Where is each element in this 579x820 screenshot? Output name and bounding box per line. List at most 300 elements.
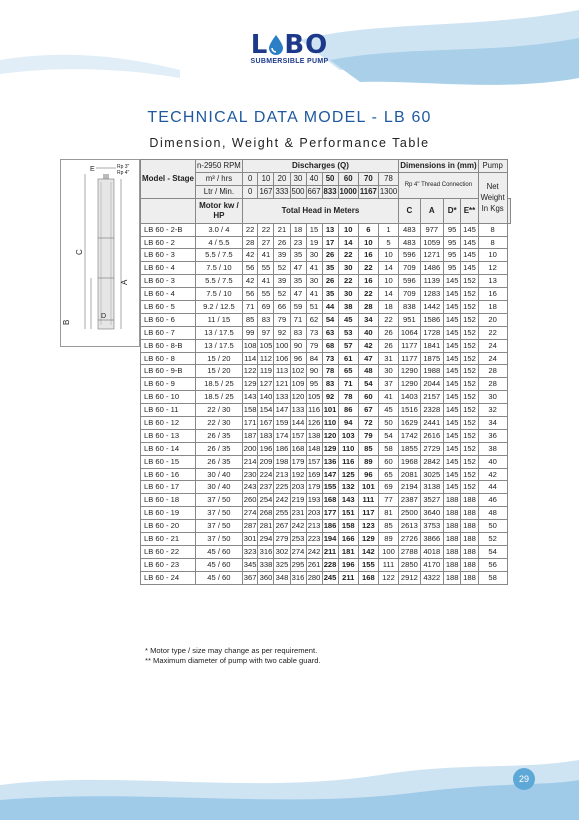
m3-col-6: 60 — [338, 172, 358, 185]
table-cell: 2157 — [420, 391, 443, 404]
table-cell: 47 — [290, 262, 306, 275]
table-row — [141, 417, 511, 430]
table-cell: 95 — [306, 378, 322, 391]
header-dim-c: C — [399, 198, 420, 223]
diagram-label-e: E — [90, 166, 95, 173]
model-stage-cell: LB 60 - 17 — [141, 481, 196, 494]
table-cell: 8 — [478, 223, 507, 236]
table-cell: 111 — [358, 494, 378, 507]
table-cell: 15 — [306, 223, 322, 236]
table-cell: 22 — [358, 288, 378, 301]
model-stage-cell: LB 60 - 19 — [141, 507, 196, 520]
table-cell: 133 — [290, 404, 306, 417]
table-cell: 145 — [444, 378, 461, 391]
table-cell: 45 — [378, 404, 398, 417]
table-cell: 188 — [444, 533, 461, 546]
table-cell: 188 — [461, 520, 478, 533]
model-stage-cell: LB 60 - 21 — [141, 533, 196, 546]
table-cell: 30 — [338, 262, 358, 275]
table-cell: 1403 — [399, 391, 420, 404]
table-cell: 142 — [358, 545, 378, 558]
table-cell: 68 — [322, 339, 338, 352]
header-m3hr: m³ / hrs — [196, 172, 243, 185]
table-cell: 71 — [290, 313, 306, 326]
table-row — [141, 520, 511, 533]
table-cell: 145 — [444, 326, 461, 339]
table-cell: 102 — [290, 365, 306, 378]
table-cell: 30 / 40 — [196, 481, 243, 494]
table-cell: 35 — [322, 262, 338, 275]
table-cell: 338 — [258, 558, 274, 571]
table-cell: 596 — [399, 275, 420, 288]
model-stage-cell: LB 60 - 22 — [141, 545, 196, 558]
table-cell: 69 — [258, 301, 274, 314]
table-cell: 260 — [242, 494, 258, 507]
page-title: TECHNICAL DATA MODEL - LB 60 — [147, 109, 432, 126]
table-cell: 1 — [378, 223, 398, 236]
table-cell: 77 — [378, 494, 398, 507]
table-cell: 116 — [338, 455, 358, 468]
table-cell: 183 — [258, 429, 274, 442]
table-cell: 1271 — [420, 249, 443, 262]
table-cell: 44 — [322, 301, 338, 314]
table-cell: 242 — [306, 545, 322, 558]
table-cell: 179 — [306, 481, 322, 494]
table-cell: 19 — [306, 236, 322, 249]
table-cell: 152 — [461, 339, 478, 352]
table-cell: 213 — [306, 520, 322, 533]
table-cell: 95 — [444, 262, 461, 275]
table-cell: 63 — [322, 326, 338, 339]
table-cell: 237 — [258, 481, 274, 494]
table-cell: 188 — [444, 520, 461, 533]
table-cell: 24 — [478, 339, 507, 352]
table-cell: 838 — [399, 301, 420, 314]
table-cell: 22 / 30 — [196, 417, 243, 430]
model-stage-cell: LB 60 - 11 — [141, 404, 196, 417]
table-row — [141, 429, 511, 442]
table-cell: 66 — [274, 301, 290, 314]
diagram-label-rp3: Rp 3" — [117, 164, 130, 170]
table-cell: 1988 — [420, 365, 443, 378]
table-cell: 85 — [242, 313, 258, 326]
table-cell: 26 / 35 — [196, 429, 243, 442]
table-cell: 22 — [338, 249, 358, 262]
table-cell: 1283 — [420, 288, 443, 301]
table-cell: 37 / 50 — [196, 507, 243, 520]
m3-col-0: 0 — [242, 172, 258, 185]
table-cell: 10 — [378, 275, 398, 288]
diagram-label-a: A — [120, 279, 129, 285]
table-cell: 58 — [478, 571, 507, 584]
table-cell: 13 — [478, 275, 507, 288]
table-cell: 3.0 / 4 — [196, 223, 243, 236]
table-cell: 10 — [338, 223, 358, 236]
table-cell: 108 — [242, 339, 258, 352]
table-cell: 228 — [322, 558, 338, 571]
table-cell: 60 — [358, 391, 378, 404]
table-cell: 4170 — [420, 558, 443, 571]
table-cell: 596 — [399, 249, 420, 262]
table-cell: 145 — [461, 223, 478, 236]
table-cell: 103 — [338, 429, 358, 442]
table-cell: 129 — [358, 533, 378, 546]
table-row — [141, 313, 511, 326]
table-cell: 65 — [378, 468, 398, 481]
table-cell: 105 — [258, 339, 274, 352]
table-cell: 24 — [478, 352, 507, 365]
model-stage-cell: LB 60 - 9 — [141, 378, 196, 391]
header-dim-d: D* — [444, 198, 461, 223]
table-row — [141, 507, 511, 520]
table-cell: 709 — [399, 288, 420, 301]
table-cell: 16 — [478, 288, 507, 301]
table-cell: 152 — [461, 326, 478, 339]
table-cell: 7.5 / 10 — [196, 262, 243, 275]
table-cell: 145 — [461, 236, 478, 249]
table-cell: 209 — [258, 455, 274, 468]
footnotes — [145, 646, 321, 666]
table-cell: 158 — [242, 404, 258, 417]
table-cell: 2616 — [420, 429, 443, 442]
table-cell: 13 / 17.5 — [196, 339, 243, 352]
table-cell: 2441 — [420, 417, 443, 430]
table-cell: 112 — [258, 352, 274, 365]
table-cell: 84 — [306, 352, 322, 365]
table-body — [141, 223, 511, 584]
table-row — [141, 442, 511, 455]
table-cell: 41 — [306, 288, 322, 301]
table-cell: 1629 — [399, 417, 420, 430]
m3-col-5: 50 — [322, 172, 338, 185]
table-cell: 154 — [258, 404, 274, 417]
m3-col-1: 10 — [258, 172, 274, 185]
model-stage-cell: LB 60 - 8 — [141, 352, 196, 365]
table-cell: 157 — [290, 429, 306, 442]
table-cell: 152 — [461, 378, 478, 391]
table-cell: 136 — [322, 455, 338, 468]
table-cell: 89 — [378, 533, 398, 546]
table-cell: 37 / 50 — [196, 520, 243, 533]
table-cell: 16 — [358, 275, 378, 288]
diagram-label-b: B — [62, 319, 71, 325]
table-cell: 1968 — [399, 455, 420, 468]
table-cell: 345 — [242, 558, 258, 571]
table-cell: 211 — [338, 571, 358, 584]
table-cell: 255 — [274, 507, 290, 520]
table-cell: 152 — [461, 352, 478, 365]
table-cell: 145 — [444, 468, 461, 481]
table-cell: 188 — [444, 571, 461, 584]
table-cell: 28 — [478, 365, 507, 378]
table-cell: 55 — [258, 262, 274, 275]
table-cell: 34 — [478, 417, 507, 430]
table-cell: 267 — [274, 520, 290, 533]
table-cell: 213 — [274, 468, 290, 481]
table-cell: 57 — [338, 339, 358, 352]
ltr-col-5: 833 — [322, 185, 338, 198]
table-cell: 90 — [306, 365, 322, 378]
table-cell: 1742 — [399, 429, 420, 442]
ltr-col-3: 500 — [290, 185, 306, 198]
table-cell: 12 — [478, 262, 507, 275]
table-cell: 152 — [461, 301, 478, 314]
table-cell: 22 — [358, 262, 378, 275]
table-cell: 11 / 15 — [196, 313, 243, 326]
table-cell: 316 — [258, 545, 274, 558]
table-cell: 132 — [338, 481, 358, 494]
table-cell: 5.5 / 7.5 — [196, 275, 243, 288]
table-cell: 186 — [274, 442, 290, 455]
table-cell: 125 — [338, 468, 358, 481]
table-cell: 13 — [322, 223, 338, 236]
table-cell: 54 — [358, 378, 378, 391]
table-cell: 52 — [274, 262, 290, 275]
table-cell: 295 — [290, 558, 306, 571]
table-cell: 122 — [378, 571, 398, 584]
m3-col-3: 30 — [290, 172, 306, 185]
table-cell: 9.2 / 12.5 — [196, 301, 243, 314]
table-cell: 147 — [274, 404, 290, 417]
brand-logo — [0, 30, 579, 65]
table-cell: 42 — [478, 468, 507, 481]
header-model-stage: Model - Stage — [141, 160, 196, 199]
table-cell: 40 — [358, 326, 378, 339]
table-cell: 26 / 35 — [196, 455, 243, 468]
table-cell: 27 — [258, 236, 274, 249]
table-cell: 78 — [338, 391, 358, 404]
table-cell: 147 — [322, 468, 338, 481]
footer-wave-decoration — [0, 740, 579, 820]
table-cell: 72 — [358, 417, 378, 430]
table-cell: 100 — [378, 545, 398, 558]
table-cell: 1841 — [420, 339, 443, 352]
table-cell: 56 — [478, 558, 507, 571]
table-cell: 152 — [461, 365, 478, 378]
header-discharges: Discharges (Q) — [242, 160, 398, 173]
table-cell: 92 — [274, 326, 290, 339]
table-cell: 32 — [478, 404, 507, 417]
table-cell: 219 — [290, 494, 306, 507]
table-cell: 126 — [306, 417, 322, 430]
table-cell: 53 — [338, 326, 358, 339]
table-cell: 26 — [274, 236, 290, 249]
table-cell: 145 — [444, 417, 461, 430]
drop-icon — [268, 33, 284, 55]
table-cell: 59 — [290, 301, 306, 314]
table-cell: 2328 — [420, 404, 443, 417]
page-number: 29 — [513, 768, 535, 790]
table-row — [141, 545, 511, 558]
table-cell: 41 — [306, 262, 322, 275]
table-cell: 54 — [322, 313, 338, 326]
table-cell: 281 — [258, 520, 274, 533]
table-cell: 117 — [358, 507, 378, 520]
table-cell: 22 — [338, 275, 358, 288]
table-cell: 145 — [444, 288, 461, 301]
table-cell: 86 — [338, 404, 358, 417]
table-cell: 95 — [444, 249, 461, 262]
ltr-col-6: 1000 — [338, 185, 358, 198]
table-cell: 274 — [290, 545, 306, 558]
table-cell: 65 — [338, 365, 358, 378]
table-cell: 4018 — [420, 545, 443, 558]
table-cell: 188 — [444, 558, 461, 571]
table-cell: 2912 — [399, 571, 420, 584]
table-cell: 198 — [274, 455, 290, 468]
table-row — [141, 558, 511, 571]
table-row — [141, 223, 511, 236]
table-cell: 1728 — [420, 326, 443, 339]
table-cell: 3753 — [420, 520, 443, 533]
pump-dimension-diagram — [60, 159, 140, 347]
table-cell: 145 — [444, 365, 461, 378]
table-cell: 26 — [378, 326, 398, 339]
page-subtitle: Dimension, Weight & Performance Table — [149, 136, 430, 150]
table-cell: 192 — [290, 468, 306, 481]
table-cell: 152 — [461, 455, 478, 468]
header-pump: Pump — [478, 160, 507, 173]
header-ltrmin: Ltr / Min. — [196, 185, 243, 198]
table-cell: 83 — [258, 313, 274, 326]
diagram-label-rp4: Rp 4" — [117, 170, 130, 176]
model-stage-cell: LB 60 - 13 — [141, 429, 196, 442]
table-row — [141, 275, 511, 288]
table-cell: 152 — [461, 417, 478, 430]
table-cell: 51 — [306, 301, 322, 314]
table-cell: 67 — [358, 404, 378, 417]
m3-col-4: 40 — [306, 172, 322, 185]
table-cell: 52 — [478, 533, 507, 546]
table-cell: 13 / 17.5 — [196, 326, 243, 339]
table-cell: 187 — [242, 429, 258, 442]
table-row — [141, 468, 511, 481]
table-cell: 2081 — [399, 468, 420, 481]
table-cell: 253 — [290, 533, 306, 546]
table-cell: 56 — [242, 288, 258, 301]
header-rpm: n-2950 RPM — [196, 160, 243, 173]
table-cell: 225 — [274, 481, 290, 494]
table-cell: 181 — [338, 545, 358, 558]
table-cell: 44 — [478, 481, 507, 494]
table-cell: 37 — [378, 378, 398, 391]
table-cell: 200 — [242, 442, 258, 455]
table-cell: 85 — [358, 442, 378, 455]
table-cell: 211 — [322, 545, 338, 558]
table-cell: 30 — [306, 275, 322, 288]
table-cell: 122 — [242, 365, 258, 378]
model-stage-cell: LB 60 - 10 — [141, 391, 196, 404]
table-cell: 95 — [444, 223, 461, 236]
table-cell: 709 — [399, 262, 420, 275]
model-stage-cell: LB 60 - 15 — [141, 455, 196, 468]
table-cell: 145 — [444, 455, 461, 468]
table-cell: 1059 — [420, 236, 443, 249]
table-cell: 188 — [444, 494, 461, 507]
table-cell: 188 — [461, 533, 478, 546]
table-cell: 145 — [444, 301, 461, 314]
table-cell: 94 — [338, 417, 358, 430]
table-cell: 360 — [258, 571, 274, 584]
table-cell: 109 — [290, 378, 306, 391]
table-row — [141, 533, 511, 546]
table-cell: 8 — [478, 236, 507, 249]
table-cell: 22 — [242, 223, 258, 236]
table-cell: 287 — [242, 520, 258, 533]
table-cell: 196 — [258, 442, 274, 455]
model-stage-cell: LB 60 - 2-B — [141, 223, 196, 236]
table-cell: 2613 — [399, 520, 420, 533]
table-cell: 483 — [399, 236, 420, 249]
table-cell: 168 — [322, 494, 338, 507]
table-cell: 28 — [242, 236, 258, 249]
table-cell: 242 — [274, 494, 290, 507]
table-cell: 188 — [461, 507, 478, 520]
table-cell: 186 — [322, 520, 338, 533]
table-cell: 101 — [358, 481, 378, 494]
table-cell: 79 — [306, 339, 322, 352]
table-cell: 155 — [322, 481, 338, 494]
table-cell: 54 — [478, 545, 507, 558]
table-cell: 152 — [461, 481, 478, 494]
table-cell: 1486 — [420, 262, 443, 275]
table-cell: 18 — [378, 301, 398, 314]
table-cell: 14 — [338, 236, 358, 249]
table-cell: 15 / 20 — [196, 352, 243, 365]
table-cell: 120 — [322, 429, 338, 442]
table-cell: 2788 — [399, 545, 420, 558]
table-cell: 2500 — [399, 507, 420, 520]
table-cell: 2729 — [420, 442, 443, 455]
table-cell: 151 — [338, 507, 358, 520]
ltr-col-2: 333 — [274, 185, 290, 198]
table-cell: 1139 — [420, 275, 443, 288]
table-cell: 2842 — [420, 455, 443, 468]
table-cell: 45 — [338, 313, 358, 326]
table-cell: 21 — [274, 223, 290, 236]
model-stage-cell: LB 60 - 12 — [141, 417, 196, 430]
table-cell: 193 — [306, 494, 322, 507]
table-cell: 105 — [306, 391, 322, 404]
table-cell: 119 — [258, 365, 274, 378]
table-cell: 2387 — [399, 494, 420, 507]
table-cell: 69 — [378, 481, 398, 494]
table-cell: 167 — [258, 417, 274, 430]
table-cell: 36 — [478, 429, 507, 442]
table-cell: 17 — [322, 236, 338, 249]
table-cell: 223 — [306, 533, 322, 546]
table-cell: 121 — [274, 378, 290, 391]
table-cell: 42 — [242, 249, 258, 262]
table-cell: 3640 — [420, 507, 443, 520]
table-cell: 97 — [258, 326, 274, 339]
table-cell: 85 — [378, 520, 398, 533]
model-stage-cell: LB 60 - 6 — [141, 313, 196, 326]
table-cell: 188 — [444, 545, 461, 558]
table-cell: 54 — [378, 429, 398, 442]
table-cell: 40 — [478, 455, 507, 468]
table-cell: 294 — [258, 533, 274, 546]
table-cell: 168 — [358, 571, 378, 584]
table-cell: 31 — [378, 352, 398, 365]
model-stage-cell: LB 60 - 18 — [141, 494, 196, 507]
table-cell: 26 / 35 — [196, 442, 243, 455]
table-cell: 23 — [290, 236, 306, 249]
table-cell: 1177 — [399, 339, 420, 352]
table-cell: 71 — [242, 301, 258, 314]
table-row — [141, 288, 511, 301]
table-cell: 38 — [338, 301, 358, 314]
